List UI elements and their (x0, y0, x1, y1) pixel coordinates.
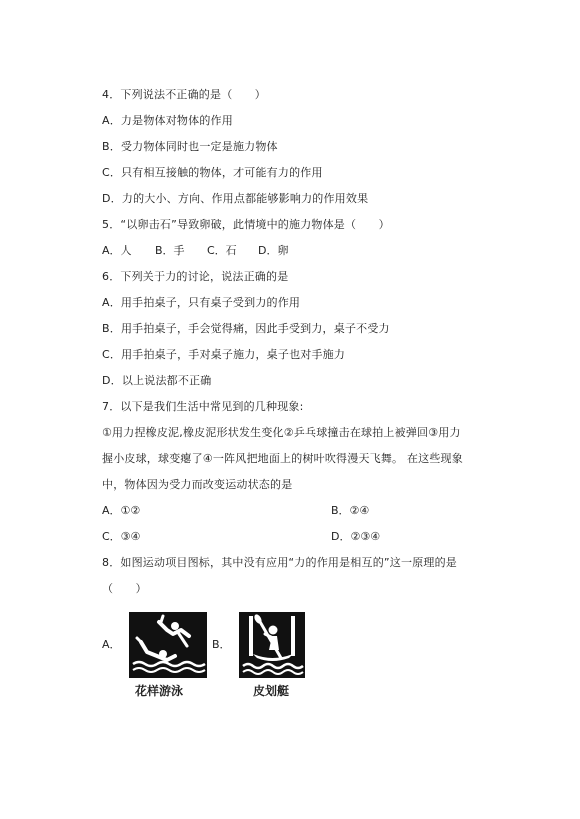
q4-option-a: A．力是物体对物体的作用 (102, 114, 233, 127)
q4-option-d: D．力的大小、方向、作用点都能够影响力的作用效果 (102, 192, 369, 205)
synchronized-swimming-icon (129, 612, 207, 678)
q6-option-a: A．用手拍桌子，只有桌子受到力的作用 (102, 296, 301, 309)
q5-option-d: D．卵 (258, 244, 289, 257)
q8-stem: 8．如图运动项目图标，其中没有应用“力的作用是相互的”这一原理的是 (102, 556, 457, 569)
q7-stem: 7．以下是我们生活中常见到的几种现象: (102, 400, 304, 413)
q8-figure-b (212, 612, 305, 678)
q8-figure-a (102, 612, 207, 678)
q5-option-b: B．手 (155, 244, 185, 257)
q4-option-b: B．受力物体同时也一定是施力物体 (102, 140, 278, 153)
q8-figure-b-caption: 皮划艇 (252, 684, 289, 698)
q5-option-c: C．石 (207, 244, 237, 257)
q4-option-c: C．只有相互接触的物体，才可能有力的作用 (102, 166, 323, 179)
q4-stem: 4．下列说法不正确的是（ ） (102, 88, 266, 101)
q7-body-line-3: 中，物体因为受力而改变运动状态的是 (102, 478, 293, 491)
q7-body-line-1: ①用力捏橡皮泥,橡皮泥形状发生变化②乒乓球撞击在球拍上被弹回③用力 (102, 426, 461, 439)
q8-figure-b-letter: B． (212, 638, 231, 651)
q7-option-a: A．①② (102, 504, 141, 517)
q5-option-a: A．人 (102, 244, 132, 257)
q7-option-b: B．②④ (331, 504, 370, 517)
q8-stem-continuation: （ ） (102, 582, 147, 595)
q6-option-d: D．以上说法都不正确 (102, 374, 212, 387)
canoe-kayak-icon (239, 612, 305, 678)
q6-option-c: C．用手拍桌子，手对桌子施力，桌子也对手施力 (102, 348, 346, 361)
q8-figure-a-letter: A． (102, 638, 121, 651)
q7-option-d: D．②③④ (331, 530, 381, 543)
q6-stem: 6．下列关于力的讨论，说法正确的是 (102, 270, 289, 283)
q7-option-c: C．③④ (102, 530, 141, 543)
q5-stem: 5．“以卵击石”导致卵破，此情境中的施力物体是（ ） (102, 218, 390, 231)
q8-figure-a-caption: 花样游泳 (134, 684, 183, 698)
q7-body-line-2: 握小皮球，球变瘪了④一阵风把地面上的树叶吹得漫天飞舞。 在这些现象 (102, 452, 463, 465)
q6-option-b: B．用手拍桌子，手会觉得痛，因此手受到力，桌子不受力 (102, 322, 390, 335)
